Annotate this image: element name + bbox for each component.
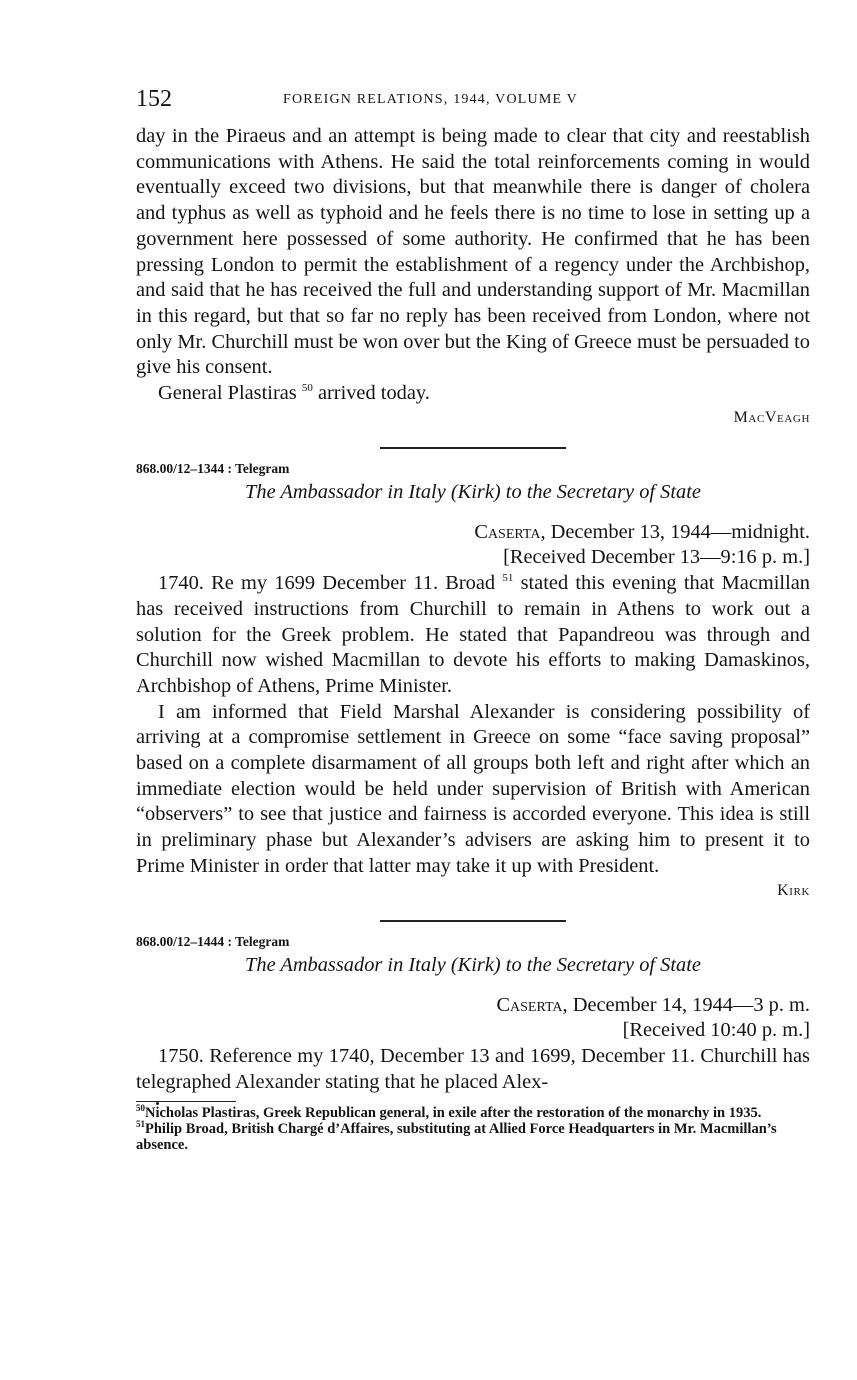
doc2-place: Caserta [496,993,563,1016]
page-number: 152 [136,86,172,112]
footnote-ref-51: 51 [502,572,514,585]
doc2-title: The Ambassador in Italy (Kirk) to the Secretary of State [245,953,701,976]
doc2-received: [Received 10:40 p. m.] [622,1019,810,1042]
signature-macveagh: MacVeagh [733,408,810,426]
footnote-rule [136,1101,236,1102]
signature-kirk: Kirk [777,881,810,899]
doc1-reference: 868.00/12–1344 : Telegram [136,460,290,476]
page-header [136,82,810,116]
doc2-dateline: Caserta, December 14, 1944—3 p. m. [496,993,810,1016]
doc1-dateline: Caserta, December 13, 1944—midnight. [474,520,810,543]
doc1-title: The Ambassador in Italy (Kirk) to the Secretary of State [245,480,701,503]
footnote-ref-50: 50 [301,382,313,395]
doc2-paragraph-1: 1750. Reference my 1740, December 13 and 1699, December 11. Churchill has telegraphed Alexander stating that he placed Alex- [136,1044,810,1093]
section-divider [380,447,566,449]
doc1-received: [Received December 13—9:16 p. m.] [503,546,810,569]
doc1-paragraph-2: I am informed that Field Marshal Alexander is considering possibility of arriving at a compromise settlement in Greece on some “face saving proposal” based on a complete disarmament of all groups both left and right after which an immediate election would be held under supervision of British with American “observers” to see that justice and fairness is accorded everyone. This idea is still in preliminary phase but Alexander’s advisers are asking him to present it to Prime Minister in order that latter may take it up with President. [136,700,810,877]
running-title: FOREIGN RELATIONS, 1944, VOLUME V [283,92,578,107]
page [136,82,810,1153]
doc1-place: Caserta [474,520,541,543]
doc1-paragraph-1: 1740. Re my 1699 December 11. Broad $^{51}$ stated this evening that Macmillan has received instructions from Churchill to remain in Athens to work out a solution for the Greek problem. He stated that Papandreou was through and Churchill now wished Macmillan to devote his efforts to making Damaskinos, Archbishop of Athens, Prime Minister. [136,572,810,697]
footnote-50: $^{50}$Nicholas Plastiras, Greek Republican general, in exile after the restoration of the monarchy in 1935. [136,1103,762,1122]
stray-mark [156,1102,159,1105]
footnotes [136,1101,810,1153]
footnote-51: $^{51}$Philip Broad, British Chargé d’Affaires, substituting at Allied Force Headquarters in Mr. Macmillan’s absence. [136,1119,777,1154]
section-divider [380,920,566,922]
plastiras-paragraph: General Plastiras $^{50}$ arrived today. [158,382,430,405]
continuation-paragraph: day in the Piraeus and an attempt is being made to clear that city and reestablish communications with Athens. He said the total reinforcements coming in would eventually exceed two divisions, but that meanwhile there is danger of cholera and typhus as well as typhoid and he feels there is no time to lose in setting up a government here possessed of some authority. He confirmed that he has been pressing London to permit the establishment of a regency under the Archbishop, and said that he has received the full and understanding support of Mr. Macmillan in this regard, but that so far no reply has been received from London, where not only Mr. Churchill must be won over but the King of Greece must be persuaded to give his consent. [136,125,810,379]
doc2-reference: 868.00/12–1444 : Telegram [136,933,290,949]
